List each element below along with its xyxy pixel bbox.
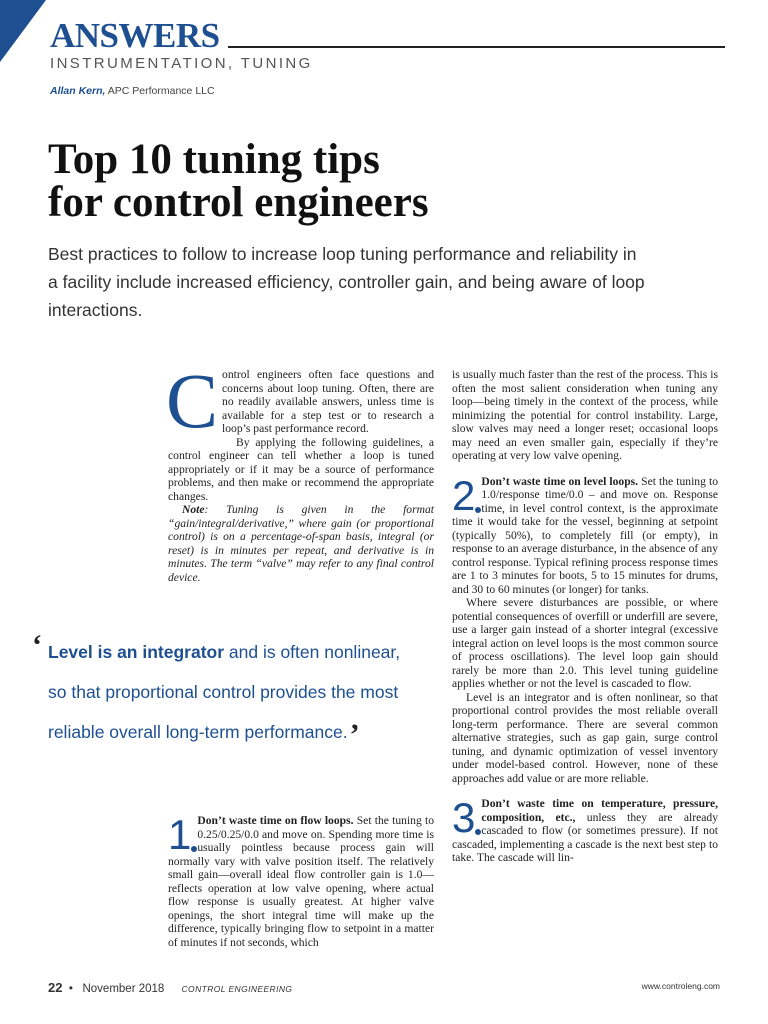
author-name: Allan Kern, [50, 85, 106, 97]
pull-quote-lead: Level is an integrator [48, 642, 225, 662]
intro-paragraph-2: By applying the following guidelines, a control engineer can tell whether a loop is tuned appropriately or if it may be a source of performance problems, and then make or recommend the appropriate changes. [168, 435, 434, 503]
tip-2-heading: Don’t waste time on level loops. [481, 474, 639, 488]
tip-1-number: 1 [168, 816, 191, 856]
note-label: Note [182, 503, 205, 516]
magazine-name: CONTROL ENGINEERING [181, 984, 293, 994]
tip-3-text: unless they are already cascaded to flow (or sometimes pressure). If not cascaded, implementing a cascade is the next best step to take. The cascade will lin- [452, 810, 718, 864]
drop-cap: C [166, 357, 219, 444]
tip-2-paragraph-2: Where severe disturbances are possible, or where potential consequences of overfill or underfill are severe, use a larger gain instead of a shorter integral (excessive integral action on level loops is the most common source of process oscillations). The level loop gain should rarely be more than 2.0. This level tuning guideline applies whether or not the level is cascaded to flow. [452, 596, 718, 690]
tip-2-paragraph-3: Level is an integrator and is often nonlinear, so that proportional control provides the most reliable overall long-term performance. There are several common alternative strategies, such as gap gain, surge control tuning, and dynamic optimization of vessel inventory under model-based control. However, none of these approaches add value or are more reliable. [452, 690, 718, 785]
corner-triangle-decoration [0, 0, 46, 62]
department-title: ANSWERS [50, 16, 220, 55]
header-rule [228, 46, 725, 48]
section-label: INSTRUMENTATION, TUNING [50, 55, 313, 72]
article-title [48, 138, 648, 224]
page-footer [48, 980, 720, 996]
tip-3-heading: Don’t waste time on temperature, pressure, composition, etc., [481, 797, 718, 824]
tip-2-text: Set the tuning to 1.0/response time/0.0 – and move on. Response time, in level control context, is the approximate time it would take for the vessel, beginning at setpoint (typically 50%), to completely fill (or empty), in response to an average disturbance, in the absence of any control response. Typical refining process response times are 1 to 3 minutes for boots, 5 to 15 minutes for drums, and 30 to 60 minutes (or longer) for tanks. [452, 474, 718, 596]
tip-1-text: Set the tuning to 0.25/0.25/0.0 and move on. Spending more time is usually pointless because process gain will normally vary with valve position itself. The relatively small gain—overall ideal flow controller gain is 1.0—reflects operation at low valve opening, where actual flow response is usually greatest. At higher valve openings, the short integral time will make up the difference, typically bringing flow to setpoint in a matter of minutes if not seconds, which [168, 814, 434, 949]
intro-paragraph-1: ontrol engineers often face questions and concerns about loop tuning. Often, there are no readily available answers, unless time is available for a step test or to research a loop’s past performance record. [222, 368, 434, 435]
tip-2 [452, 471, 718, 597]
author-affiliation: APC Performance LLC [107, 85, 215, 97]
tip-1-heading: Don’t waste time on flow loops. [197, 814, 354, 827]
close-quote-mark: ’ [349, 718, 360, 751]
tip-2-number: 2 [452, 477, 475, 517]
footer-bullet: • [68, 983, 73, 995]
column-left-bottom [168, 811, 434, 949]
open-quote-mark: ‘ [32, 629, 42, 662]
pull-quote [32, 629, 412, 755]
intro-note [168, 503, 434, 584]
column-left-top [166, 357, 434, 584]
tip-3 [452, 794, 718, 865]
title-line-1: Top 10 tuning tips [48, 136, 380, 183]
title-line-2: for control engineers [48, 179, 429, 226]
column-right [452, 368, 718, 865]
byline [50, 85, 215, 97]
tip-1 [168, 811, 434, 949]
issue-date: November 2018 [82, 983, 165, 995]
article-deck: Best practices to follow to increase loop tuning performance and reliability in a facility include increased efficiency, controller gain, and being aware of loop interactions. [48, 244, 645, 320]
tip-1-continued: is usually much faster than the rest of the process. This is often the most salient consideration when tuning any loop—being timely in the context of the process, while minimizing the potential for control instability. Large, slow valves may need a longer reset; occasional loops may need an even smaller gain, especially if they’re operating at very low valve opening. [452, 368, 718, 462]
note-text: : Tuning is given in the format “gain/integral/derivative,” where gain (or proportional control) is on a percentage-of-span basis, integral (or reset) is in minutes per repeat, and derivative is in minutes. The term “valve” may refer to any final control device. [168, 503, 434, 584]
website-url: www.controleng.com [641, 981, 720, 991]
pull-quote-text: and is often nonlinear, so that proportional control provides the most reliable overall long-term performance. [48, 642, 401, 742]
page-number: 22 [48, 980, 63, 995]
tip-3-number: 3 [452, 799, 475, 839]
